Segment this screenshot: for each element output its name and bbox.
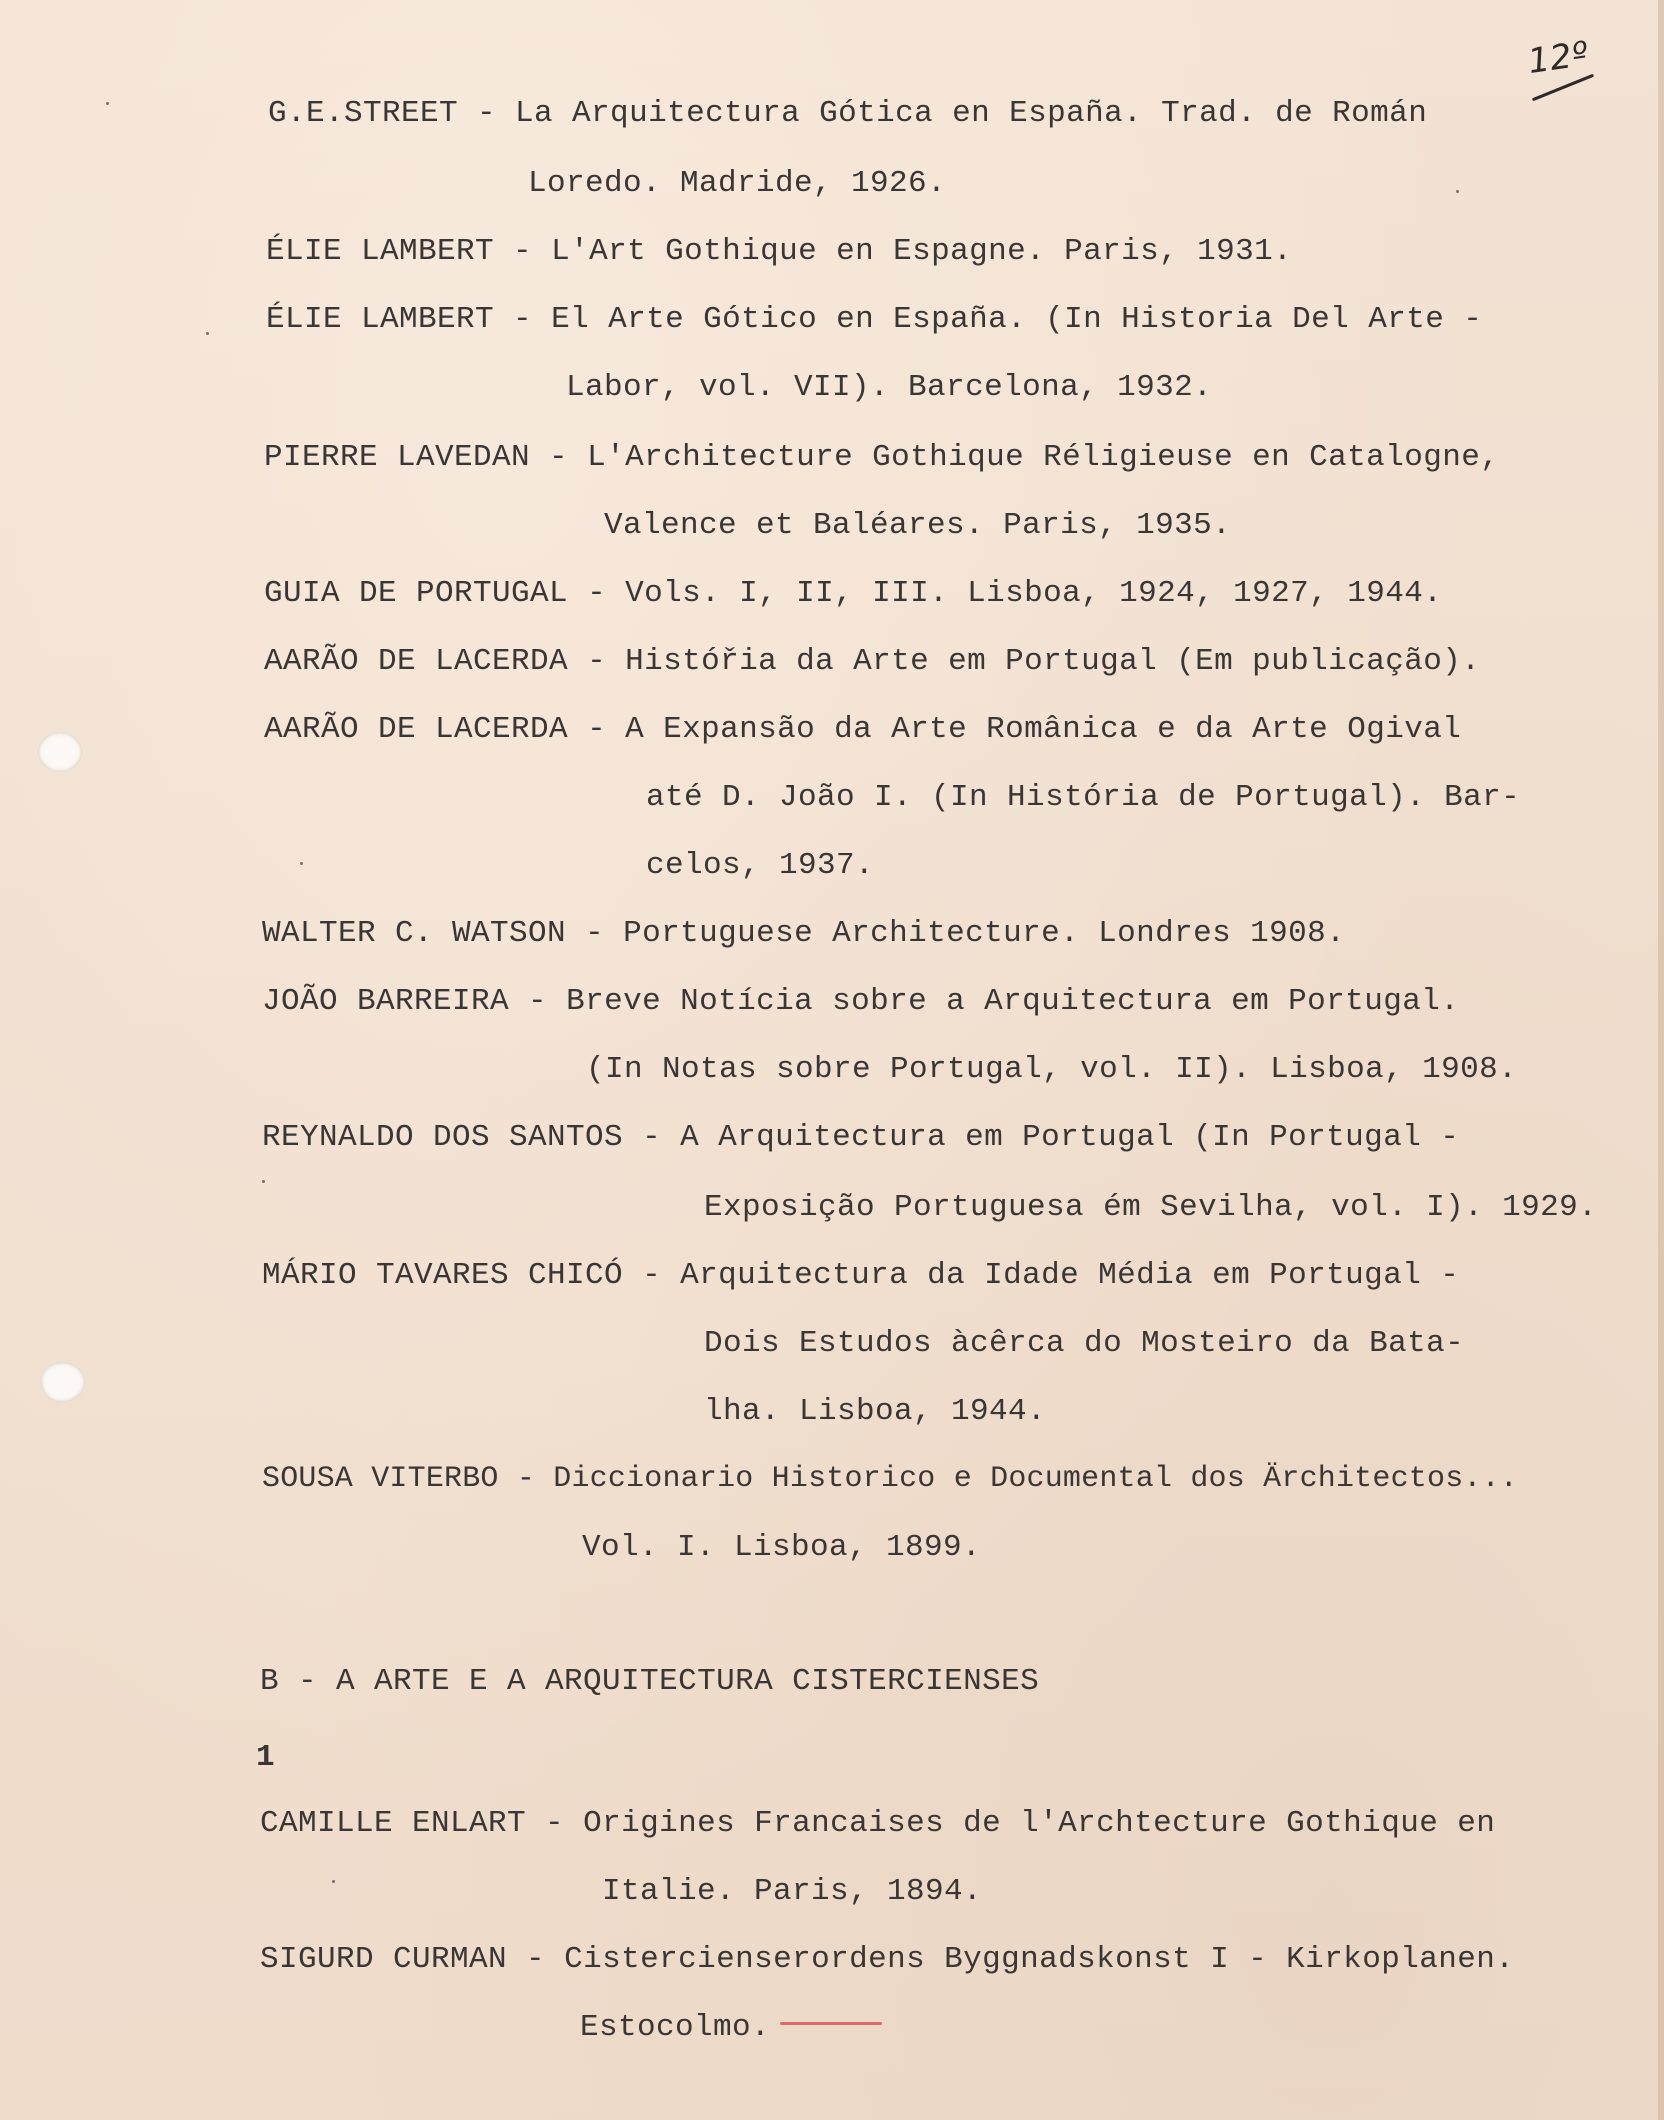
entry-author: AARÃO DE LACERDA: [264, 644, 569, 679]
entry-author: JOÃO BARREIRA: [262, 984, 510, 1019]
red-pencil-mark: [780, 2022, 882, 2025]
entry-continuation: Italie. Paris, 1894.: [602, 1874, 983, 1909]
entry-author: MÁRIO TAVARES CHICÓ: [262, 1258, 624, 1293]
paper-speck: [300, 862, 303, 865]
entry-author: SOUSA VITERBO: [262, 1462, 499, 1496]
bibliography-entry: [262, 1120, 1459, 1155]
entry-text: Cistercienserordens Byggnadskonst I - Kirkoplanen.: [564, 1942, 1515, 1977]
punch-hole: [38, 732, 82, 772]
entry-separator: -: [623, 1120, 681, 1155]
entry-text: Vols. I, II, III. Lisboa, 1924, 1927, 1944.: [625, 576, 1443, 611]
bibliography-entry: [262, 1258, 1459, 1293]
entry-author: CAMILLE ENLART: [260, 1806, 527, 1841]
entry-author: PIERRE LAVEDAN: [264, 440, 531, 475]
entry-continuation: Exposição Portuguesa ém Sevilha, vol. I). 1929.: [704, 1190, 1598, 1225]
entry-author: SIGURD CURMAN: [260, 1942, 508, 1977]
entry-continuation: Labor, vol. VII). Barcelona, 1932.: [566, 370, 1213, 405]
bibliography-entry: [264, 576, 1442, 611]
bibliography-entry: [266, 234, 1292, 269]
entry-separator: -: [507, 1942, 565, 1977]
entry-separator: -: [494, 234, 552, 269]
paper-speck: [1456, 190, 1459, 193]
entry-separator: -: [498, 1462, 554, 1496]
entry-author: REYNALDO DOS SANTOS: [262, 1120, 624, 1155]
entry-continuation: Estocolmo.: [580, 2010, 771, 2045]
paper-speck: [106, 102, 109, 105]
entry-text: El Arte Gótico en España. (In Historia Del Arte -: [551, 302, 1483, 337]
entry-author: WALTER C. WATSON: [262, 916, 567, 951]
entry-text: A Expansão da Arte Românica e da Arte Ogival: [625, 712, 1462, 747]
entry-text: Diccionario Historico e Documental dos Ärchitectos...: [553, 1462, 1519, 1496]
entry-text: Portuguese Architecture. Londres 1908.: [623, 916, 1346, 951]
entry-author: GUIA DE PORTUGAL: [264, 576, 569, 611]
entry-continuation: até D. João I. (In História de Portugal). Bar-: [646, 780, 1521, 815]
section-number: 1: [256, 1740, 276, 1775]
entry-author: ÉLIE LAMBERT: [266, 302, 495, 337]
paper-speck: [262, 1180, 265, 1183]
entry-separator: -: [530, 440, 588, 475]
entry-text: Arquitectura da Idade Média em Portugal -: [680, 1258, 1460, 1293]
entry-continuation: (In Notas sobre Portugal, vol. II). Lisboa, 1908.: [586, 1052, 1518, 1087]
entry-text: A Arquitectura em Portugal (In Portugal -: [680, 1120, 1460, 1155]
entry-text: Origines Francaises de l'Archtecture Gothique en: [583, 1806, 1496, 1841]
paper-speck: [206, 332, 209, 335]
handwritten-page-number: 12º: [1525, 33, 1591, 83]
entry-separator: -: [568, 644, 626, 679]
entry-author: AARÃO DE LACERDA: [264, 712, 569, 747]
page-edge-shadow: [1658, 0, 1664, 2120]
entry-separator: -: [623, 1258, 681, 1293]
entry-separator: -: [568, 712, 626, 747]
entry-continuation: Dois Estudos àcêrca do Mosteiro da Bata-: [704, 1326, 1465, 1361]
bibliography-entry: [262, 916, 1345, 951]
entry-separator: -: [458, 96, 516, 131]
entry-text: La Arquitectura Gótica en España. Trad. de Román: [515, 96, 1428, 131]
entry-text: Históřia da Arte em Portugal (Em publicação).: [625, 644, 1481, 679]
bibliography-entry: [268, 96, 1427, 131]
bibliography-entry: [260, 1942, 1514, 1977]
bibliography-entry: [262, 1462, 1518, 1496]
entry-text: L'Architecture Gothique Réligieuse en Catalogne,: [587, 440, 1500, 475]
entry-author: G.E.STREET: [268, 96, 459, 131]
bibliography-entry: [264, 644, 1480, 679]
entry-separator: -: [568, 576, 626, 611]
bibliography-entry: [262, 984, 1459, 1019]
entry-text: Breve Notícia sobre a Arquitectura em Portugal.: [566, 984, 1460, 1019]
entry-separator: -: [566, 916, 624, 951]
entry-separator: -: [494, 302, 552, 337]
paper-speck: [332, 1880, 335, 1883]
entry-separator: -: [526, 1806, 584, 1841]
entry-continuation: Vol. I. Lisboa, 1899.: [582, 1530, 982, 1565]
bibliography-entry: [266, 302, 1482, 337]
entry-continuation: Loredo. Madride, 1926.: [528, 166, 947, 201]
bibliography-entry: [264, 712, 1461, 747]
entry-continuation: lha. Lisboa, 1944.: [704, 1394, 1047, 1429]
bibliography-entry: [260, 1806, 1495, 1841]
punch-hole: [37, 1358, 88, 1406]
entry-text: L'Art Gothique en Espagne. Paris, 1931.: [551, 234, 1293, 269]
entry-separator: -: [509, 984, 567, 1019]
entry-continuation: celos, 1937.: [646, 848, 875, 883]
entry-author: ÉLIE LAMBERT: [266, 234, 495, 269]
entry-continuation: Valence et Baléares. Paris, 1935.: [604, 508, 1232, 543]
section-heading: B - A ARTE E A ARQUITECTURA CISTERCIENSES: [260, 1664, 1040, 1699]
bibliography-entry: [264, 440, 1499, 475]
